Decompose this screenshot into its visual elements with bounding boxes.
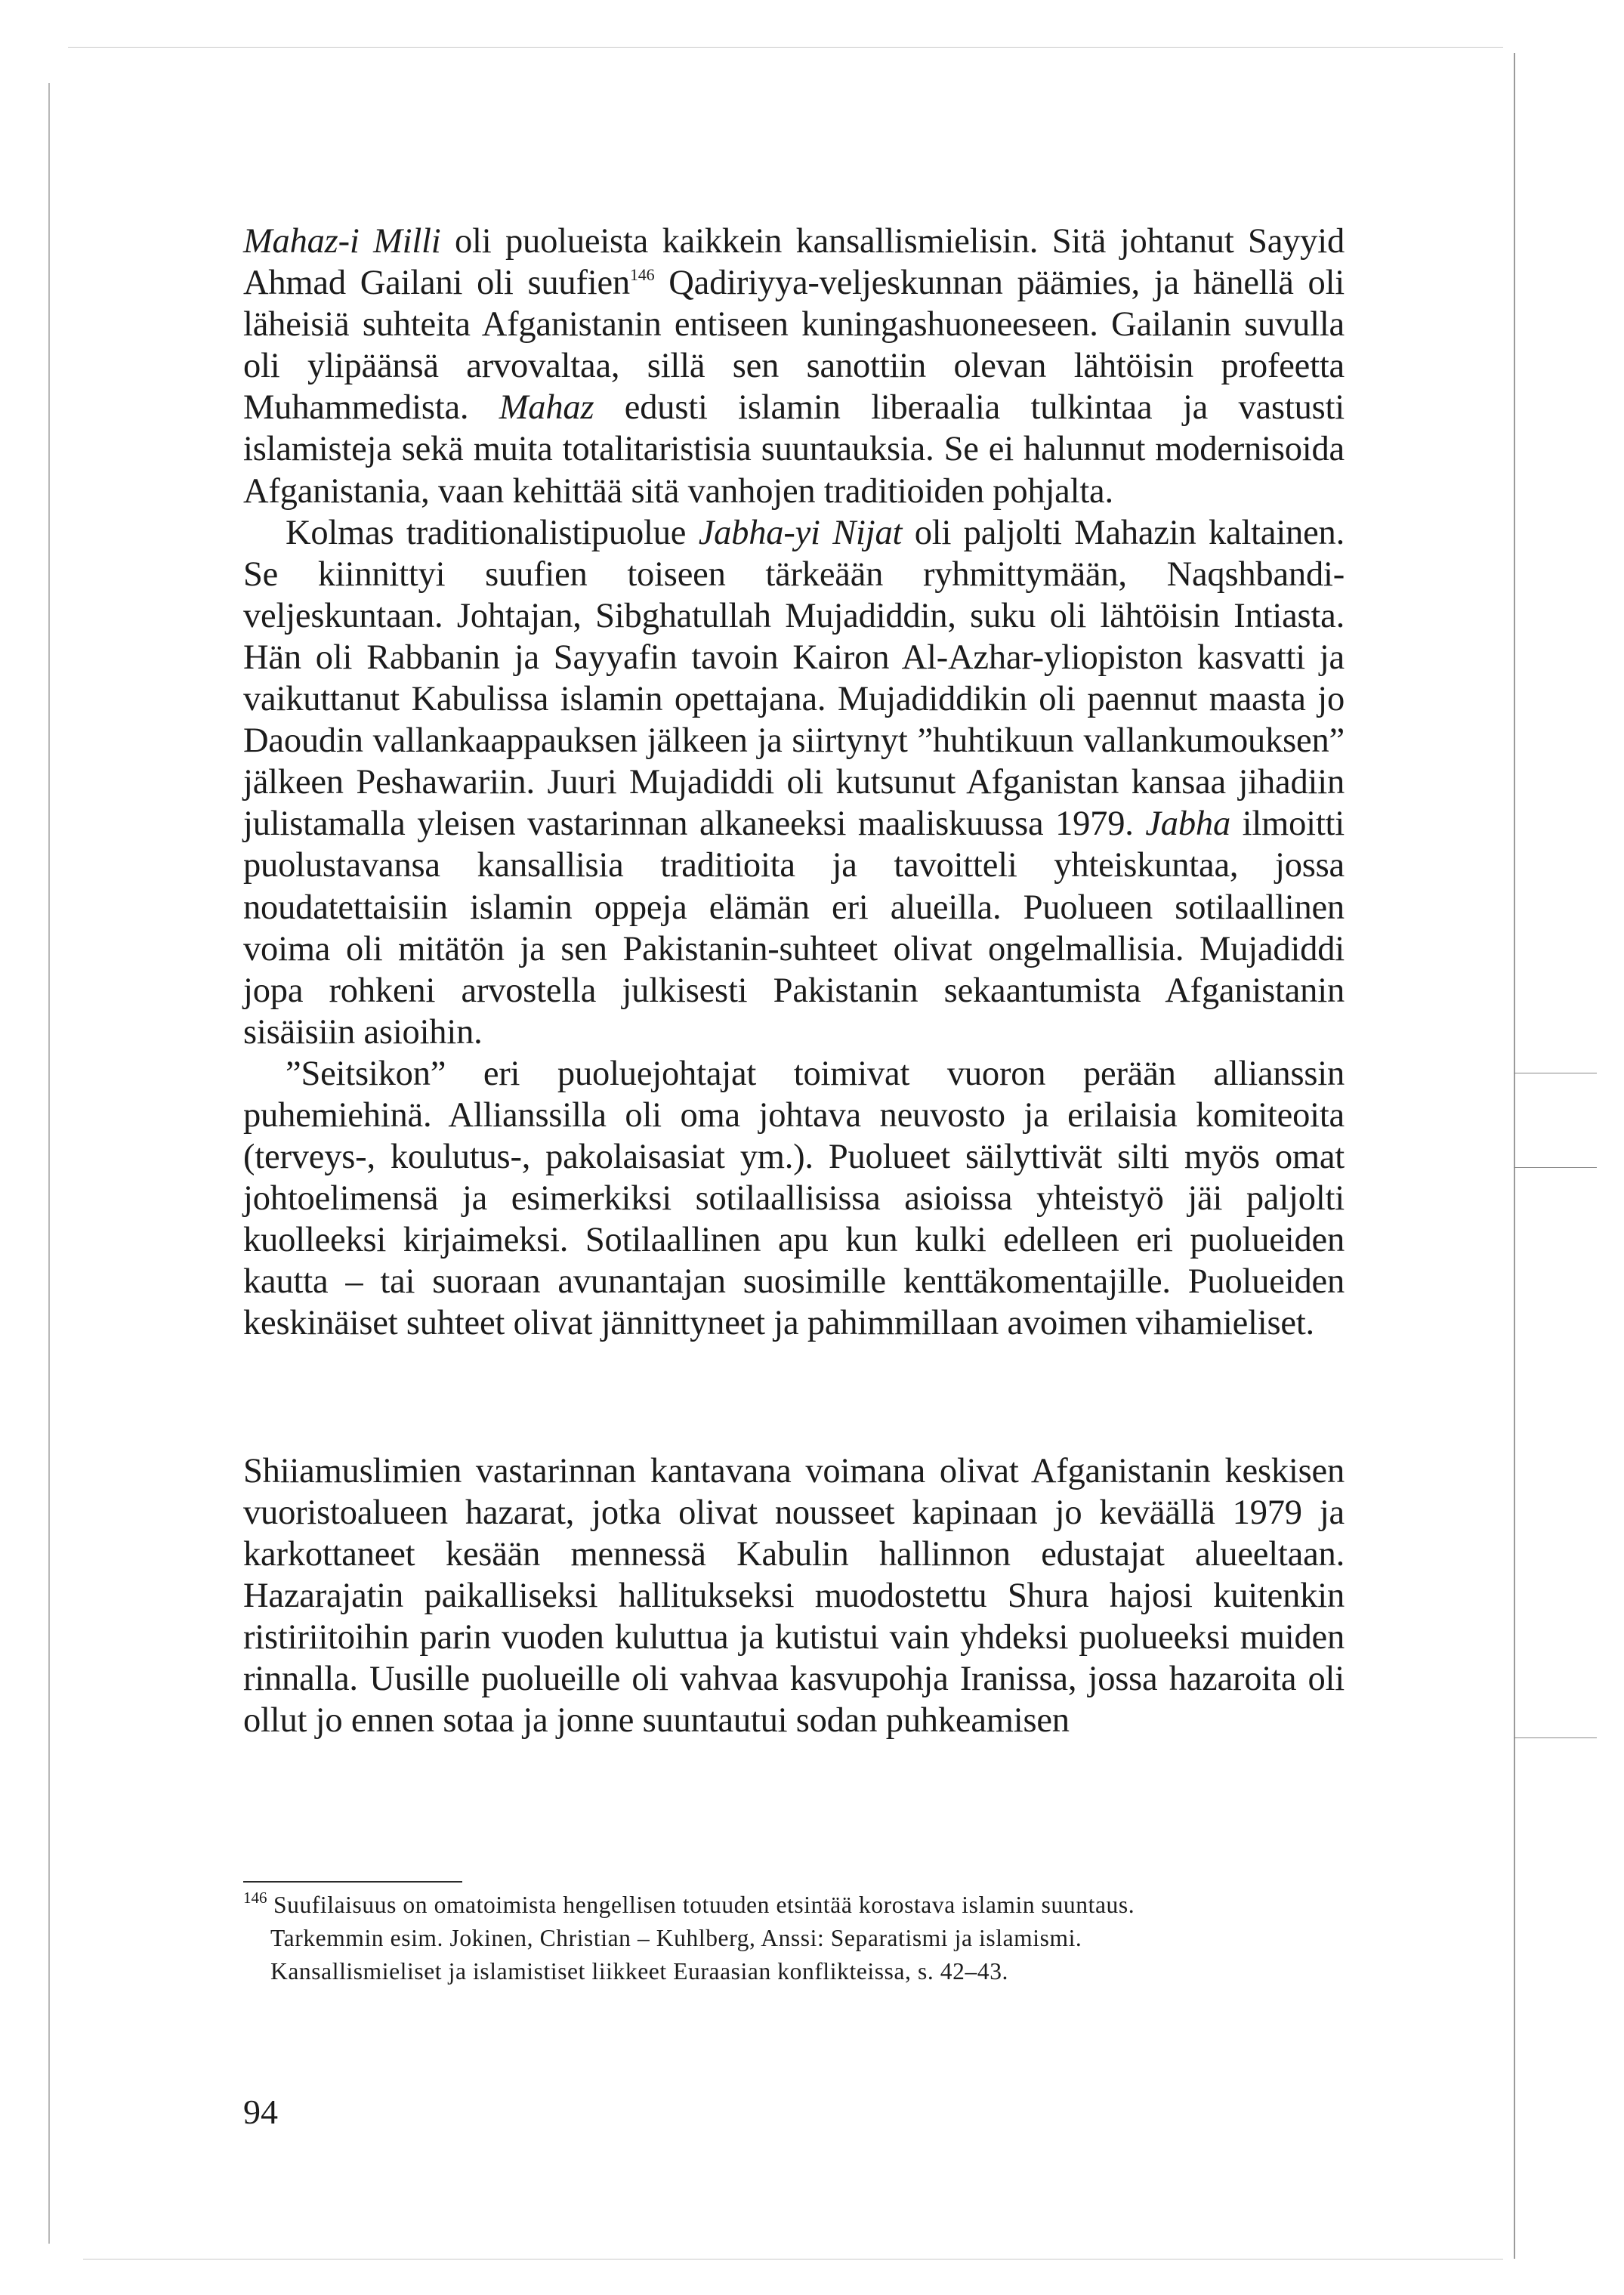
footnote-line: Tarkemmin esim. Jokinen, Christian – Kuhlberg, Anssi: Separatismi ja islamismi. <box>270 1925 1082 1951</box>
page-number: 94 <box>243 2093 278 2131</box>
scan-edge-top <box>68 47 1503 48</box>
page-body <box>243 221 1345 1741</box>
footnote-number: 146 <box>243 1889 267 1907</box>
scan-tick <box>1514 1737 1597 1738</box>
footnote-line: Kansallismieliset ja islamistiset liikkeet Euraasian konflikteissa, s. 42–43. <box>270 1958 1009 1985</box>
footnote-reference[interactable]: 146 <box>629 265 655 285</box>
party-name-mahaz-i-milli: Mahaz-i Milli <box>243 222 441 261</box>
scan-edge-right <box>1514 53 1515 2259</box>
section-break <box>243 1345 1345 1450</box>
footnote-divider <box>243 1881 462 1883</box>
footnote-line: $^{146}$ Suufilaisuus on omatoimista hengellisen totuuden etsintää korostava islamin suuntaus. <box>243 1889 1135 1918</box>
paragraph-mahaz: Mahaz-i Milli oli puolueista kaikkein kansallismielisin. Sitä johtanut Sayyid Ahmad Gailani oli suufien$^{146}$ Qadiriyya-veljeskunnan päämies, ja hänellä oli läheisiä suhteita Afganistanin entiseen kuningashuoneeseen. Gailanin suvulla oli ylipäänsä arvovaltaa, sillä sen sanottiin olevan lähtöisin profeetta Muhammedista. Mahaz edusti islamin liberaalia tulkintaa ja vastusti islamisteja sekä muita totalitaristisia suuntauksia. Se ei halunnut modernisoida Afganistania, vaan kehittää sitä vanhojen traditioiden pohjalta. <box>243 222 1345 511</box>
party-name-jabha-yi-nijat: Jabha-yi Nijat <box>698 513 903 552</box>
party-name-jabha: Jabha <box>1145 805 1230 844</box>
scan-edge-left <box>48 83 50 2244</box>
party-name-mahaz: Mahaz <box>499 388 594 428</box>
paragraph-jabha: Kolmas traditionalistipuolue Jabha-yi Nijat oli paljolti Mahazin kaltainen. Se kiinnittyi suufien toiseen tärkeään ryhmittymään, Naqshbandi-veljeskuntaan. Johtajan, Sibghatullah Mujadiddin, suku oli lähtöisin Intiasta. Hän oli Rabbanin ja Sayyafin tavoin Kairon Al-Azhar-yliopiston kasvatti ja vaikuttanut Kabulissa islamin opettajana. Mujadiddikin oli paennut maasta jo Daoudin vallankaappauksen jälkeen ja siirtynyt ”huhtikuun vallankumouksen” jälkeen Peshawariin. Juuri Mujadiddi oli kutsunut Afganistan kansaa jihadiin julistamalla yleisen vastarinnan alkaneeksi maaliskuussa 1979. Jabha ilmoitti puolustavansa kansallisia traditioita ja tavoitteli yhteiskuntaa, jossa noudatettaisiin islamin oppeja elämän eri alueilla. Puolueen sotilaallinen voima oli mitätön ja sen Pakistanin-suhteet olivat ongelmallisia. Mujadiddi jopa rohkeni arvostella julkisesti Pakistanin sekaantumista Afganistanin sisäisiin asioihin. <box>243 513 1345 1052</box>
footnote-146 <box>243 1889 1345 1988</box>
paragraph-shiia: Shiiamuslimien vastarinnan kantavana voimana olivat Afganistanin keskisen vuoristoalueen hazarat, jotka olivat nousseet kapinaan jo keväällä 1979 ja karkottaneet kesään mennessä Kabulin hallinnon edustajat alueeltaan. Hazarajatin paikalliseksi hallitukseksi muodostettu Shura hajosi kuitenkin ristiriitoihin parin vuoden kuluttua ja kutistui vain yhdeksi puolueeksi muiden rinnalla. Uusille puolueille oli vahvaa kasvupohja Iranissa, jossa hazaroita oli ollut jo ennen sotaa ja jonne suuntautui sodan puhkeamisen <box>243 1451 1345 1741</box>
paragraph-seitsikko: ”Seitsikon” eri puoluejohtajat toimivat vuoron perään allianssin puhemiehinä. Allianssilla oli oma johtava neuvosto ja erilaisia komiteoita (terveys-, koulutus-, pakolaisasiat ym.). Puolueet säilyttivät silti myös omat johtoelimensä ja esimerkiksi sotilaallisissa asioissa yhteistyö jäi paljolti kuolleeksi kirjaimeksi. Sotilaallinen apu kun kulki edelleen eri puolueiden kautta – tai suoraan avunantajan suosimille kenttäkomentajille. Puolueiden keskinäiset suhteet olivat jännittyneet ja pahimmillaan avoimen vihamieliset. <box>243 1054 1345 1343</box>
scan-tick <box>1514 1167 1597 1168</box>
